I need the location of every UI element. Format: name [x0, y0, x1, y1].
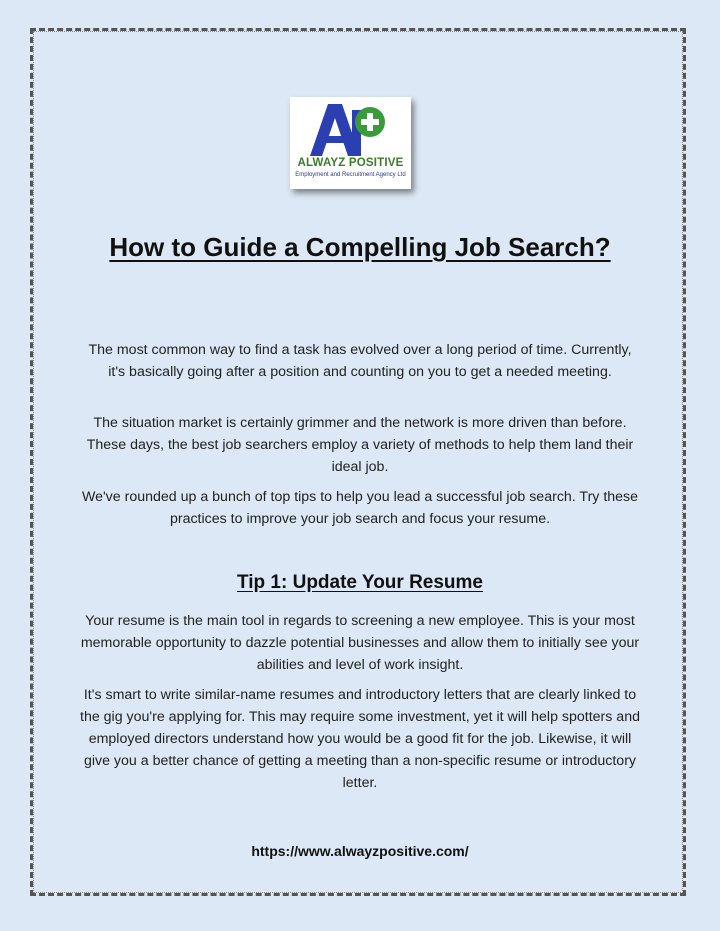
footer-url-link[interactable]: https://www.alwayzpositive.com/: [251, 843, 469, 859]
intro-paragraph-2: The situation market is certainly grimmer and the network is more driven than before. These days, the best job searchers employ a variety of methods to help them land their ideal job.: [86, 415, 634, 475]
intro-paragraph-1: The most common way to find a task has evolved over a long period of time. Currently, it's basically going after a position and counting on you to get a needed meeting.: [88, 342, 632, 380]
logo-name: ALWAYZ POSITIVE: [297, 157, 404, 169]
logo-subtitle: Employment and Recruitment Agency Ltd: [295, 172, 406, 178]
ap-logo-icon: [308, 102, 394, 158]
intro-paragraph-3: We've rounded up a bunch of top tips to help you lead a successful job search. Try these practices to improve your job search and focus your resume.: [81, 489, 639, 527]
company-logo: [290, 97, 411, 189]
page-title: How to Guide a Compelling Job Search?: [109, 232, 611, 262]
tip1-paragraph-1: Your resume is the main tool in regards to screening a new employee. This is your most memorable opportunity to dazzle potential businesses and allow them to initially see your abilities and level of work insight.: [80, 613, 640, 673]
tip1-heading: Tip 1: Update Your Resume: [237, 572, 483, 593]
tip1-paragraph-2: It's smart to write similar-name resumes and introductory letters that are clearly linked to the gig you're applying for. This may require some investment, yet it will help spotters and employed directors understand how you would be a good fit for the job. Likewise, it will give you a better chance of getting a meeting than a non-specific resume or introductory letter.: [80, 687, 640, 791]
